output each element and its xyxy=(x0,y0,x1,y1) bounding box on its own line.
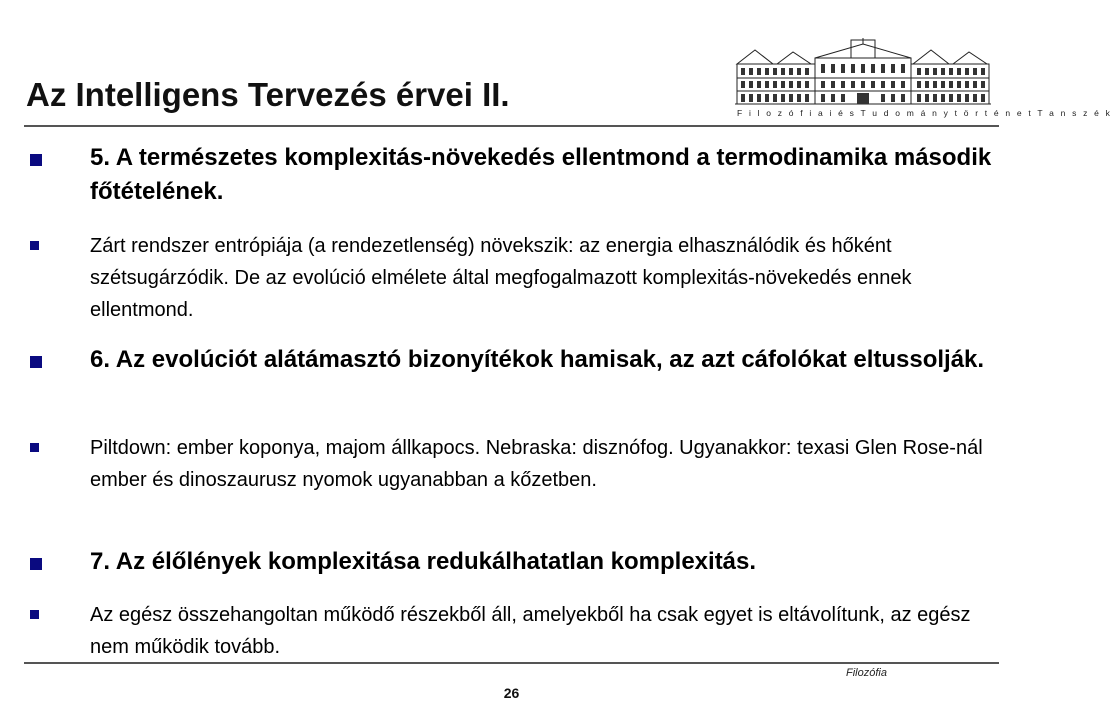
main-point-text: 6. Az evolúciót alátámasztó bizonyítékok hamisak, az azt cáfolókat eltussolják. xyxy=(90,346,985,373)
sub-point-text: Zárt rendszer entrópiája (a rendezetlenség) növekszik: az energia elhasználódik és hőként szétsugárzódik. De az evolúció elmélete által megfogalmazott komplexitás-növekedés ennek ellentmond. xyxy=(90,235,912,321)
square-bullet-icon xyxy=(30,610,39,619)
footer-divider xyxy=(24,662,999,664)
university-building-logo xyxy=(733,38,1112,124)
square-bullet-icon xyxy=(30,443,39,452)
sub-point-text: Piltdown: ember koponya, majom állkapocs. Nebraska: disznófog. Ugyanakkor: texasi Glen Rose-nál ember és dinoszaurusz nyomok ugyanabban a kőzetben. xyxy=(90,437,983,491)
building-drawing-icon xyxy=(733,38,995,108)
main-point-text: 5. A természetes komplexitás-növekedés ellentmond a termodinamika második főtételének. xyxy=(90,144,992,205)
square-bullet-icon xyxy=(30,241,39,250)
square-bullet-icon xyxy=(30,558,42,570)
header-divider xyxy=(24,125,999,127)
square-bullet-icon xyxy=(30,154,42,166)
slide-title: Az Intelligens Tervezés érvei II. xyxy=(26,76,510,113)
footer-label: Filozófia xyxy=(846,667,887,679)
sub-point-text: Az egész összehangoltan működő részekből áll, amelyekből ha csak egyet is eltávolítunk, az egész nem működik tovább. xyxy=(90,604,971,658)
square-bullet-icon xyxy=(30,356,42,368)
page-number: 26 xyxy=(503,685,520,701)
main-point-text: 7. Az élőlények komplexitása redukálhatatlan komplexitás. xyxy=(90,548,757,575)
logo-caption: F i l o z ó f i a i é s T u d o m á n y t ö r t é n e t T a n s z é k xyxy=(737,108,1112,118)
